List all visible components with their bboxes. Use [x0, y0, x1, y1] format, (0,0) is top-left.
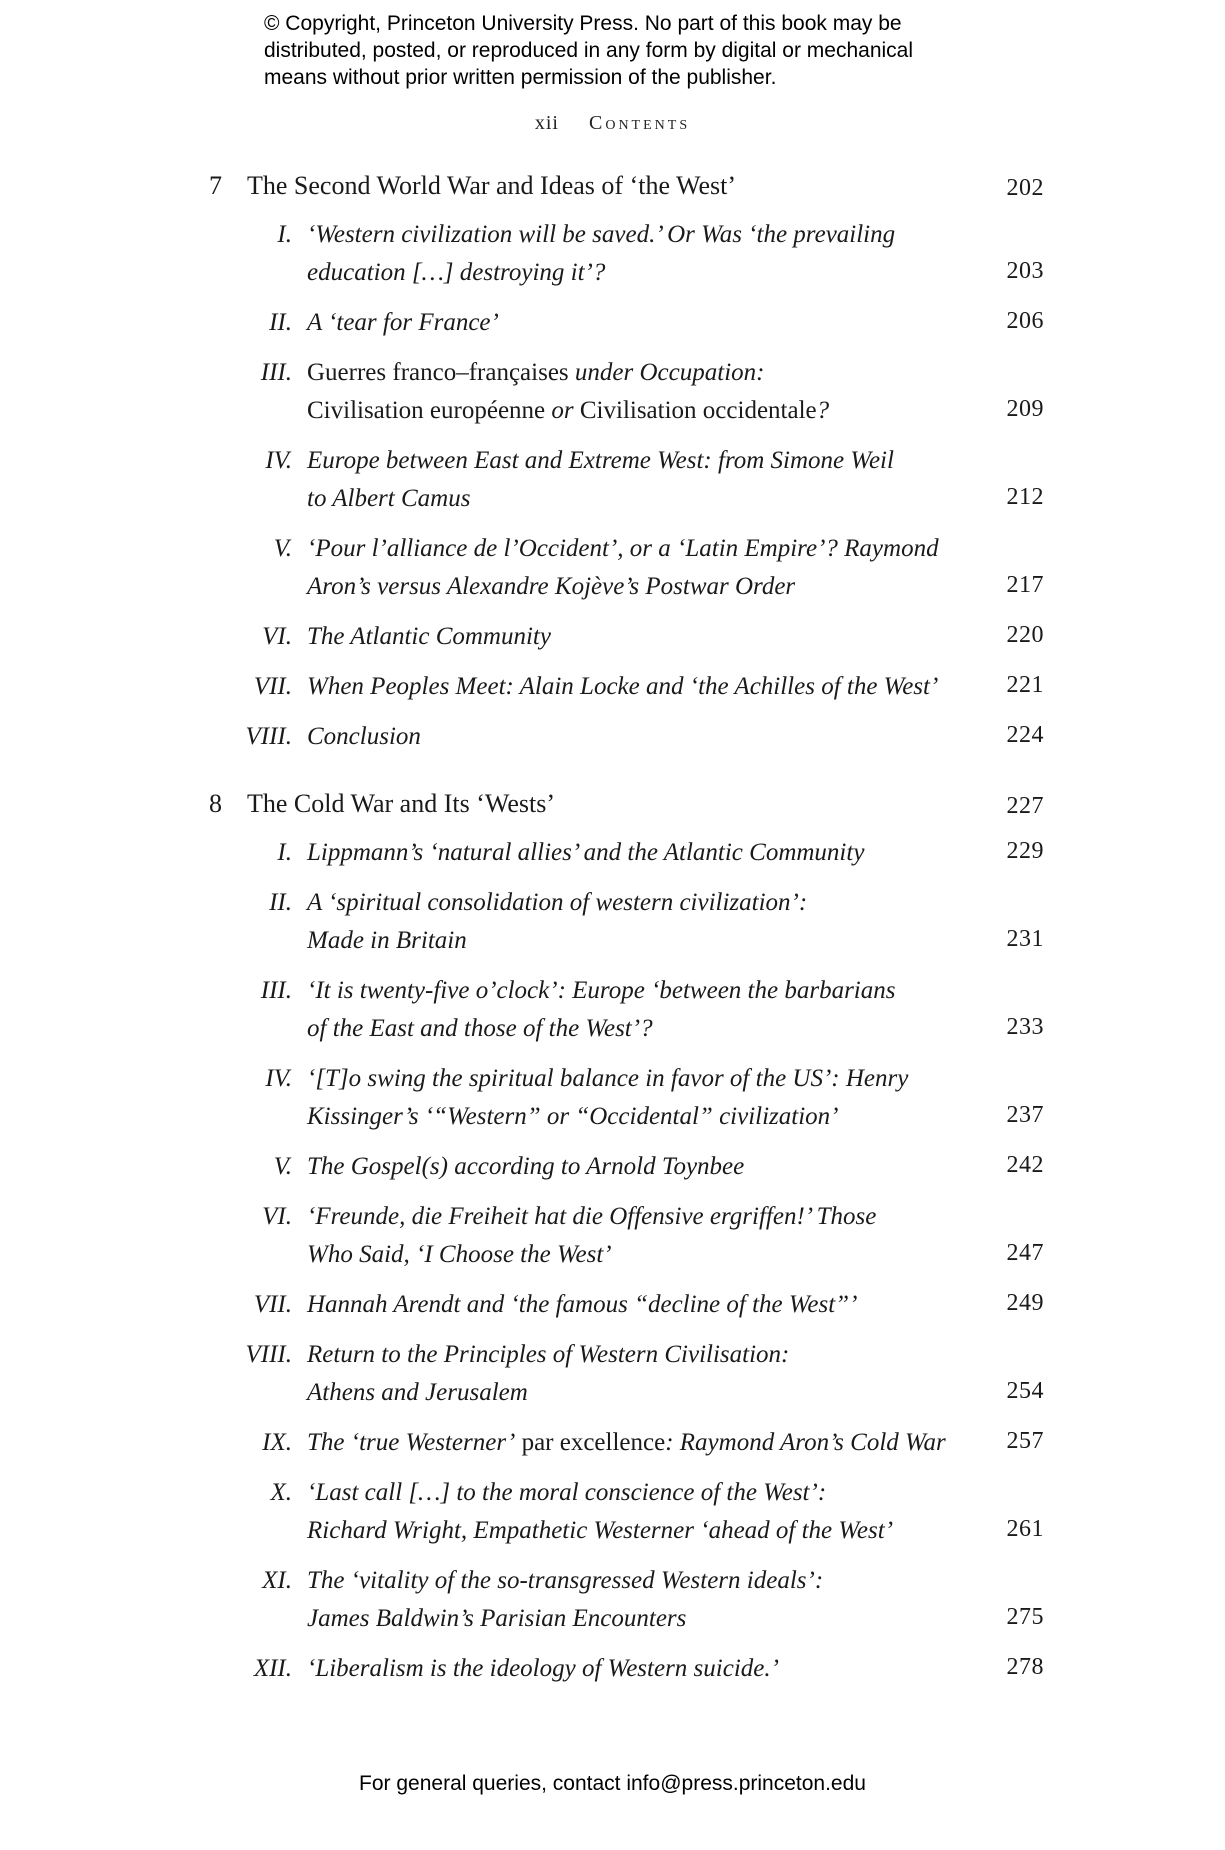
page-number: 278: [1006, 1654, 1044, 1680]
page-number: 224: [1006, 722, 1044, 748]
section-title-line: [307, 1148, 1007, 1186]
table-of-contents: [0, 165, 1225, 1697]
section-title-line: [307, 254, 1007, 292]
title-segment: ‘Western civilization will be saved.’ Or Was ‘the prevailing: [307, 221, 896, 248]
section-title-line: [307, 354, 1007, 392]
title-segment: Return to the Principles of Western Civilisation:: [307, 1341, 790, 1368]
title-segment: A ‘tear for France’: [307, 309, 499, 336]
title-segment: of the East and those of the West’?: [307, 1015, 653, 1042]
section-title: [307, 1424, 1007, 1462]
title-segment: ‘[T]o swing the spiritual balance in favor of the US’: Henry: [307, 1065, 909, 1092]
title-segment: : Raymond Aron’s Cold War: [665, 1429, 946, 1456]
chapter-entry: [0, 783, 1225, 1697]
title-segment: ‘Liberalism is the ideology of Western suicide.’: [307, 1655, 779, 1682]
section-title: [307, 834, 1007, 872]
section-title: [307, 442, 1007, 518]
section-numeral: V.: [273, 1153, 292, 1180]
section-title: [307, 618, 1007, 656]
title-segment: Lippmann’s ‘natural allies’ and the Atlantic Community: [307, 839, 865, 866]
page-number: 206: [1006, 308, 1044, 334]
title-segment: Conclusion: [307, 723, 421, 750]
section-title-line: [307, 1424, 1007, 1462]
section-entry: [0, 1559, 1225, 1647]
section-title: [307, 1650, 1007, 1688]
section-entry: [0, 351, 1225, 439]
section-title-line: [307, 1600, 1007, 1638]
section-title-line: [307, 668, 1007, 706]
section-title: [307, 718, 1007, 756]
page-number: 242: [1006, 1152, 1044, 1178]
section-title: [307, 1336, 1007, 1412]
running-head-title: Contents: [589, 112, 691, 134]
title-segment: Guerres franco–françaises: [307, 359, 569, 386]
section-title: [307, 1148, 1007, 1186]
section-entry: [0, 831, 1225, 881]
running-head: [0, 112, 1225, 135]
section-title: [307, 668, 1007, 706]
title-segment: Kissinger’s ‘“Western” or “Occidental” civilization’: [307, 1103, 839, 1130]
section-title-line: [307, 442, 1007, 480]
page-number: 237: [1006, 1102, 1044, 1128]
title-segment: ‘Pour l’alliance de l’Occident’, or a ‘Latin Empire’? Raymond: [307, 535, 939, 562]
copyright-line: means without prior written permission of the publisher.: [264, 66, 777, 89]
section-title-line: [307, 1010, 1007, 1048]
chapter-heading: [0, 783, 1225, 831]
section-title-line: [307, 568, 1007, 606]
chapter-heading: [0, 165, 1225, 213]
section-entry: [0, 1647, 1225, 1697]
section-title: [307, 884, 1007, 960]
section-title-line: [307, 922, 1007, 960]
title-segment: education […] destroying it’?: [307, 259, 606, 286]
page-number: 227: [1006, 793, 1044, 819]
section-entry: [0, 439, 1225, 527]
section-title-line: [307, 1060, 1007, 1098]
section-title-line: [307, 884, 1007, 922]
title-segment: ‘Last call […] to the moral conscience of the West’:: [307, 1479, 827, 1506]
section-title: [307, 1286, 1007, 1324]
section-numeral: VII.: [253, 673, 292, 700]
section-title-line: [307, 1474, 1007, 1512]
section-numeral: IV.: [265, 447, 292, 474]
section-numeral: IV.: [265, 1065, 292, 1092]
section-entry: [0, 1195, 1225, 1283]
section-title-line: [307, 1374, 1007, 1412]
section-numeral: I.: [277, 839, 292, 866]
section-numeral: V.: [273, 535, 292, 562]
section-title: [307, 1060, 1007, 1136]
title-segment: ?: [816, 397, 830, 424]
section-title-line: [307, 1512, 1007, 1550]
title-segment: The Atlantic Community: [307, 623, 551, 650]
footer-contact: For general queries, contact info@press.princeton.edu: [359, 1772, 866, 1795]
section-numeral: VI.: [262, 1203, 292, 1230]
section-title-line: [307, 1098, 1007, 1136]
title-segment: Athens and Jerusalem: [307, 1379, 528, 1406]
section-entry: [0, 1057, 1225, 1145]
copyright-line: © Copyright, Princeton University Press. No part of this book may be: [264, 12, 902, 35]
section-numeral: VIII.: [245, 723, 292, 750]
title-segment: The ‘true Westerner’: [307, 1429, 516, 1456]
chapter-entry: [0, 165, 1225, 765]
title-segment: or: [545, 397, 580, 424]
section-numeral: III.: [260, 359, 292, 386]
title-segment: Civilisation occidentale: [579, 397, 817, 424]
page-number: 257: [1006, 1428, 1044, 1454]
section-title-line: [307, 216, 1007, 254]
section-entry: [0, 527, 1225, 615]
chapter-title: The Cold War and Its ‘Wests’: [247, 789, 555, 818]
section-numeral: II.: [269, 889, 292, 916]
section-entry: [0, 881, 1225, 969]
section-title: [307, 530, 1007, 606]
section-numeral: I.: [277, 221, 292, 248]
section-title: [307, 216, 1007, 292]
section-title-line: [307, 1198, 1007, 1236]
section-entry: [0, 1283, 1225, 1333]
section-entry: [0, 715, 1225, 765]
section-entry: [0, 665, 1225, 715]
title-segment: Hannah Arendt and ‘the famous “decline of the West”’: [307, 1291, 858, 1318]
title-segment: James Baldwin’s Parisian Encounters: [307, 1605, 687, 1632]
title-segment: ‘Freunde, die Freiheit hat die Offensive ergriffen!’ Those: [307, 1203, 877, 1230]
section-title-line: [307, 530, 1007, 568]
section-numeral: VI.: [262, 623, 292, 650]
section-title-line: [307, 1562, 1007, 1600]
section-entry: [0, 615, 1225, 665]
section-title-line: [307, 1336, 1007, 1374]
page-number: 275: [1006, 1604, 1044, 1630]
copyright-line: distributed, posted, or reproduced in any form by digital or mechanical: [264, 39, 914, 62]
section-title: [307, 354, 1007, 430]
section-numeral: VIII.: [245, 1341, 292, 1368]
title-segment: Richard Wright, Empathetic Westerner ‘ahead of the West’: [307, 1517, 894, 1544]
section-title: [307, 1474, 1007, 1550]
page-number: 212: [1006, 484, 1044, 510]
chapter-number: 8: [209, 789, 222, 818]
page-number: 209: [1006, 396, 1044, 422]
page-number: 247: [1006, 1240, 1044, 1266]
title-segment: par excellence: [515, 1429, 666, 1456]
section-title: [307, 304, 1007, 342]
page-number: 202: [1006, 175, 1044, 201]
page-number: 203: [1006, 258, 1044, 284]
section-entry: [0, 1333, 1225, 1421]
title-segment: ‘It is twenty-five o’clock’: Europe ‘between the barbarians: [307, 977, 896, 1004]
title-segment: Who Said, ‘I Choose the West’: [307, 1241, 612, 1268]
page-number: 231: [1006, 926, 1044, 952]
section-title-line: [307, 1236, 1007, 1274]
section-numeral: VII.: [253, 1291, 292, 1318]
page-number: 261: [1006, 1516, 1044, 1542]
section-entry: [0, 1471, 1225, 1559]
title-segment: under Occupation:: [568, 359, 765, 386]
page-folio: xii: [534, 112, 559, 134]
page-number: 229: [1006, 838, 1044, 864]
section-title-line: [307, 618, 1007, 656]
title-segment: The ‘vitality of the so-transgressed Western ideals’:: [307, 1567, 824, 1594]
title-segment: Europe between East and Extreme West: from Simone Weil: [307, 447, 894, 474]
section-title-line: [307, 304, 1007, 342]
section-title-line: [307, 480, 1007, 518]
section-title: [307, 972, 1007, 1048]
title-segment: The Gospel(s) according to Arnold Toynbee: [307, 1153, 745, 1180]
section-title-line: [307, 972, 1007, 1010]
section-numeral: IX.: [262, 1429, 292, 1456]
title-segment: Civilisation européenne: [307, 397, 546, 424]
section-title-line: [307, 834, 1007, 872]
page-number: 220: [1006, 622, 1044, 648]
section-title-line: [307, 1286, 1007, 1324]
section-numeral: XII.: [253, 1655, 292, 1682]
section-entry: [0, 301, 1225, 351]
section-numeral: XI.: [262, 1567, 292, 1594]
chapter-title: The Second World War and Ideas of ‘the West’: [247, 171, 737, 200]
section-entry: [0, 969, 1225, 1057]
copyright-notice: [264, 10, 1024, 91]
title-segment: Aron’s versus Alexandre Kojève’s Postwar Order: [307, 573, 796, 600]
section-title-line: [307, 718, 1007, 756]
title-segment: to Albert Camus: [307, 485, 471, 512]
page-number: 233: [1006, 1014, 1044, 1040]
page-number: 221: [1006, 672, 1044, 698]
page-number: 217: [1006, 572, 1044, 598]
section-title: [307, 1562, 1007, 1638]
title-segment: When Peoples Meet: Alain Locke and ‘the Achilles of the West’: [307, 673, 939, 700]
section-title-line: [307, 392, 1007, 430]
page-number: 249: [1006, 1290, 1044, 1316]
section-title-line: [307, 1650, 1007, 1688]
section-entry: [0, 213, 1225, 301]
chapter-number: 7: [209, 171, 222, 200]
section-entry: [0, 1145, 1225, 1195]
title-segment: Made in Britain: [307, 927, 467, 954]
section-entry: [0, 1421, 1225, 1471]
section-numeral: II.: [269, 309, 292, 336]
title-segment: A ‘spiritual consolidation of western civilization’:: [307, 889, 808, 916]
section-numeral: III.: [260, 977, 292, 1004]
section-title: [307, 1198, 1007, 1274]
page-number: 254: [1006, 1378, 1044, 1404]
section-numeral: X.: [270, 1479, 292, 1506]
